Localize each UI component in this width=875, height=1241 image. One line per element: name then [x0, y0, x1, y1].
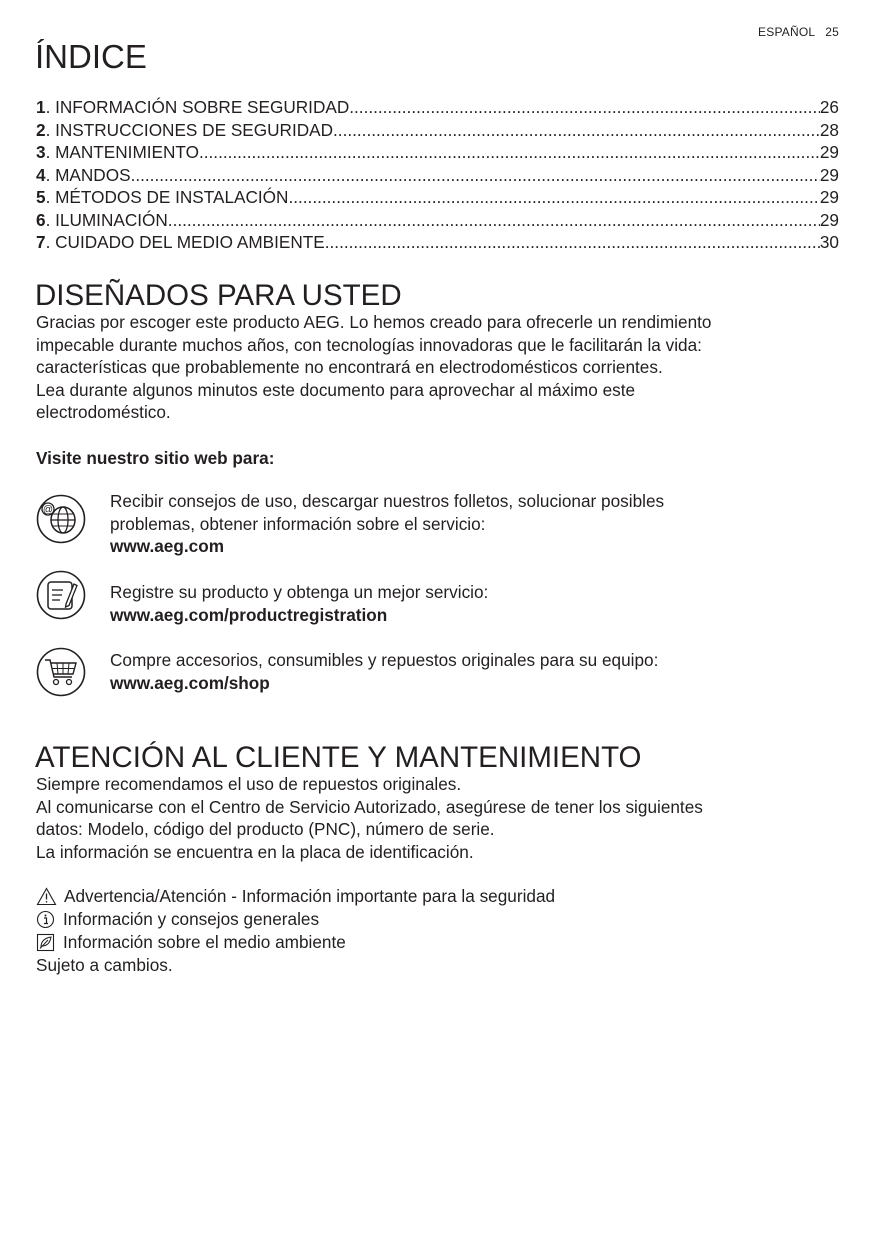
toc-leader-dots	[199, 141, 820, 164]
globe-at-icon	[36, 494, 86, 544]
legend-environment-text: Información sobre el medio ambiente	[63, 932, 346, 952]
intro-line: características que probablemente no encontrará en electrodomésticos corrientes.	[36, 357, 663, 378]
toc-entry-4[interactable]	[36, 164, 839, 187]
toc-leader-dots	[325, 231, 820, 254]
designed-intro	[36, 311, 836, 424]
web-item-shop	[110, 649, 810, 694]
warning-icon	[36, 887, 57, 906]
toc-leader-dots	[288, 186, 819, 209]
visit-website-label: Visite nuestro sitio web para:	[36, 448, 275, 468]
legend-environment	[36, 931, 836, 954]
customer-line: La información se encuentra en la placa de identificación.	[36, 841, 474, 862]
customer-line: Siempre recomendamos el uso de repuestos originales.	[36, 774, 462, 794]
web-item-text: Recibir consejos de uso, descargar nuestros folletos, solucionar posibles	[110, 491, 665, 511]
toc-leader-dots	[333, 119, 820, 142]
legend-warning-text: Advertencia/Atención - Información importante para la seguridad	[64, 886, 556, 906]
toc-entry-5[interactable]	[36, 186, 839, 209]
toc-entry-1[interactable]	[36, 96, 839, 119]
toc-entry-number: 3	[36, 142, 46, 162]
toc-entry-label: . MANDOS	[45, 164, 131, 185]
toc-entry-label: . ILUMINACIÓN	[45, 209, 168, 230]
legend-warning	[36, 885, 836, 908]
page-header	[758, 25, 839, 39]
link-aeg-com[interactable]: www.aeg.com	[110, 536, 224, 557]
toc-entry-page: 26	[819, 97, 839, 117]
intro-line: Gracias por escoger este producto AEG. Lo hemos creado para ofrecerle un rendimiento	[36, 312, 712, 332]
link-product-registration[interactable]: www.aeg.com/productregistration	[110, 604, 388, 625]
header-page-number: 25	[825, 25, 839, 39]
legend-info	[36, 908, 836, 931]
toc-entry-number: 5	[36, 187, 46, 207]
link-aeg-shop[interactable]: www.aeg.com/shop	[110, 672, 270, 693]
subject-to-change: Sujeto a cambios.	[36, 955, 173, 975]
toc-leader-dots	[131, 164, 820, 187]
shopping-cart-icon	[36, 647, 86, 697]
toc-entry-number: 4	[36, 164, 46, 185]
legend-info-text: Información y consejos generales	[63, 909, 320, 929]
intro-line: electrodoméstico.	[36, 402, 171, 423]
web-item-text: problemas, obtener información sobre el servicio:	[110, 513, 486, 534]
table-of-contents	[36, 96, 839, 254]
symbol-legend	[36, 885, 836, 977]
customer-care-text	[36, 773, 836, 863]
toc-leader-dots	[349, 96, 820, 119]
customer-line: Al comunicarse con el Centro de Servicio Autorizado, asegúrese de tener los siguientes	[36, 796, 703, 817]
intro-line: Lea durante algunos minutos este documento para aprovechar al máximo este	[36, 379, 636, 400]
toc-entry-7[interactable]	[36, 231, 839, 254]
toc-entry-label: . INFORMACIÓN SOBRE SEGURIDAD	[45, 97, 350, 117]
toc-entry-page: 30	[819, 232, 839, 252]
toc-entry-page: 28	[819, 119, 839, 140]
registration-form-icon	[36, 570, 86, 620]
web-item-text: Registre su producto y obtenga un mejor servicio:	[110, 582, 489, 602]
web-item-text: Compre accesorios, consumibles y repuestos originales para su equipo:	[110, 650, 659, 670]
index-title: ÍNDICE	[35, 38, 147, 75]
leaf-environment-icon	[36, 933, 56, 952]
customer-line: datos: Modelo, código del producto (PNC), número de serie.	[36, 819, 495, 840]
toc-entry-page: 29	[819, 164, 839, 185]
customer-care-title: ATENCIÓN AL CLIENTE Y MANTENIMIENTO	[35, 741, 642, 774]
toc-entry-label: . INSTRUCCIONES DE SEGURIDAD	[45, 119, 334, 140]
info-icon	[36, 910, 56, 929]
toc-entry-page: 29	[819, 209, 839, 230]
designed-title: DISEÑADOS PARA USTED	[35, 279, 402, 312]
intro-line: impecable durante muchos años, con tecnologías innovadoras que le facilitarán la vida:	[36, 334, 702, 355]
web-item-registration	[110, 581, 810, 626]
toc-entry-page: 29	[819, 142, 839, 162]
toc-entry-label: . MANTENIMIENTO	[45, 142, 199, 162]
web-item-support	[110, 490, 810, 558]
svg-text:@: @	[42, 504, 54, 516]
toc-entry-number: 1	[36, 97, 46, 117]
toc-entry-label: . MÉTODOS DE INSTALACIÓN	[45, 187, 289, 207]
toc-entry-number: 7	[36, 232, 46, 252]
toc-entry-2[interactable]	[36, 119, 839, 142]
toc-entry-6[interactable]	[36, 209, 839, 232]
toc-entry-page: 29	[819, 187, 839, 207]
toc-entry-number: 6	[36, 209, 46, 230]
toc-entry-number: 2	[36, 119, 46, 140]
header-language: ESPAÑOL	[758, 25, 816, 39]
toc-leader-dots	[168, 209, 820, 232]
toc-entry-label: . CUIDADO DEL MEDIO AMBIENTE	[45, 232, 325, 252]
toc-entry-3[interactable]	[36, 141, 839, 164]
